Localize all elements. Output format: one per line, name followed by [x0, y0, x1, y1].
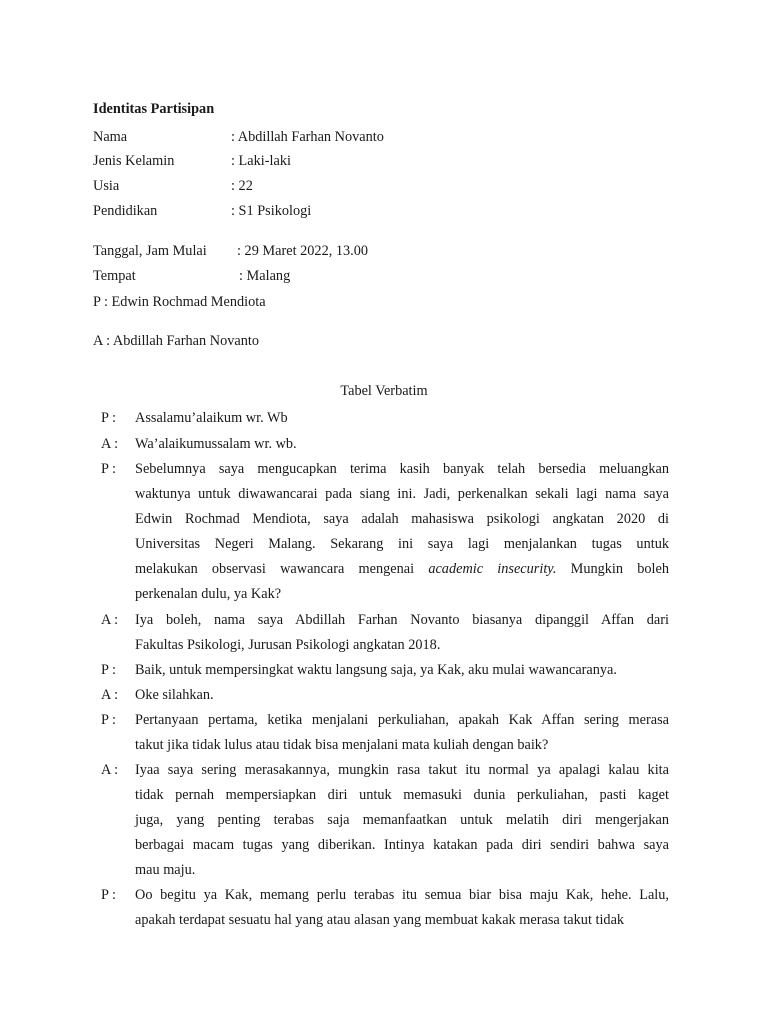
info-label: Tanggal, Jam Mulai — [93, 243, 207, 259]
utterance-text — [135, 883, 669, 933]
info-label: Nama — [93, 129, 128, 145]
info-value: : 29 Maret 2022, 13.00 — [237, 243, 369, 259]
info-label: Tempat — [93, 268, 136, 284]
info-label: Pendidikan — [93, 203, 158, 219]
utterance-line: Universitas Negeri Malang. Sekarang ini saya lagi menjalankan tugas untuk — [135, 536, 669, 552]
interviewer-line: P : Edwin Rochmad Mendiota — [93, 294, 266, 310]
speaker-label: P : — [101, 410, 116, 426]
info-value: : Laki-laki — [231, 153, 291, 169]
utterance-text — [135, 658, 669, 683]
utterance-text — [135, 608, 669, 658]
info-label: Jenis Kelamin — [93, 153, 175, 169]
utterance-line: tidak pernah mempersiapkan diri untuk memasuki dunia perkuliahan, pasti kaget — [135, 787, 669, 803]
utterance-line: takut jika tidak lulus atau tidak bisa menjalani mata kuliah dengan baik? — [135, 737, 549, 753]
utterance-text — [135, 708, 669, 758]
utterance-line: mau maju. — [135, 862, 196, 878]
speaker-label: A : — [101, 687, 119, 703]
utterance-line: perkenalan dulu, ya Kak? — [135, 586, 282, 602]
speaker-label: P : — [101, 712, 116, 728]
utterance-line: Assalamu’alaikum wr. Wb — [135, 410, 288, 426]
utterance-line: Iyaa saya sering merasakannya, mungkin rasa takut itu normal ya apalagi kalau kita — [135, 762, 669, 778]
speaker-label: P : — [101, 461, 116, 477]
utterance-line: Oke silahkan. — [135, 687, 214, 703]
info-label: Usia — [93, 178, 120, 194]
utterance-text — [135, 683, 669, 708]
utterance-line: waktunya untuk diwawancarai pada siang ini. Jadi, perkenalkan sekali lagi nama saya — [135, 486, 669, 502]
info-value: : 22 — [231, 178, 253, 194]
info-value: : Abdillah Farhan Novanto — [231, 129, 384, 145]
utterance-line: Oo begitu ya Kak, memang perlu terabas itu semua biar bisa maju Kak, hehe. Lalu, — [135, 887, 669, 903]
utterance-line: berbagai macam tugas yang diberikan. Intinya katakan pada diri sendiri bahwa saya — [135, 837, 669, 853]
utterance-text — [135, 432, 669, 457]
utterance-line: Pertanyaan pertama, ketika menjalani perkuliahan, apakah Kak Affan sering merasa — [135, 712, 669, 728]
utterance-line: Wa’alaikumussalam wr. wb. — [135, 436, 297, 452]
verbatim-table-title: Tabel Verbatim — [340, 383, 428, 399]
utterance-line: Edwin Rochmad Mendiota, saya adalah mahasiswa psikologi angkatan 2020 di — [135, 511, 669, 527]
utterance-line: Fakultas Psikologi, Jurusan Psikologi angkatan 2018. — [135, 637, 441, 653]
info-value: : S1 Psikologi — [231, 203, 312, 219]
speaker-label: P : — [101, 887, 116, 903]
speaker-label: A : — [101, 612, 119, 628]
utterance-line: Baik, untuk mempersingkat waktu langsung saja, ya Kak, aku mulai wawancaranya. — [135, 662, 617, 678]
info-value: : Malang — [239, 268, 291, 284]
utterance-line: juga, yang penting terabas saja memanfaatkan untuk melatih diri mengerjakan — [135, 812, 669, 828]
speaker-label: A : — [101, 762, 119, 778]
utterance-text — [135, 758, 669, 883]
utterance-line: melakukan observasi wawancara mengenai academic insecurity. Mungkin boleh — [135, 561, 669, 577]
speaker-label: A : — [101, 436, 119, 452]
utterance-line: apakah terdapat sesuatu hal yang atau alasan yang membuat kakak merasa takut tidak — [135, 912, 625, 928]
utterance-text — [135, 406, 669, 431]
participant-identity-heading: Identitas Partisipan — [93, 101, 215, 117]
utterance-line: Sebelumnya saya mengucapkan terima kasih banyak telah bersedia meluangkan — [135, 461, 669, 477]
participant-line: A : Abdillah Farhan Novanto — [93, 333, 259, 349]
utterance-line: Iya boleh, nama saya Abdillah Farhan Novanto biasanya dipanggil Affan dari — [135, 612, 669, 628]
utterance-text — [135, 457, 669, 607]
speaker-label: P : — [101, 662, 116, 678]
